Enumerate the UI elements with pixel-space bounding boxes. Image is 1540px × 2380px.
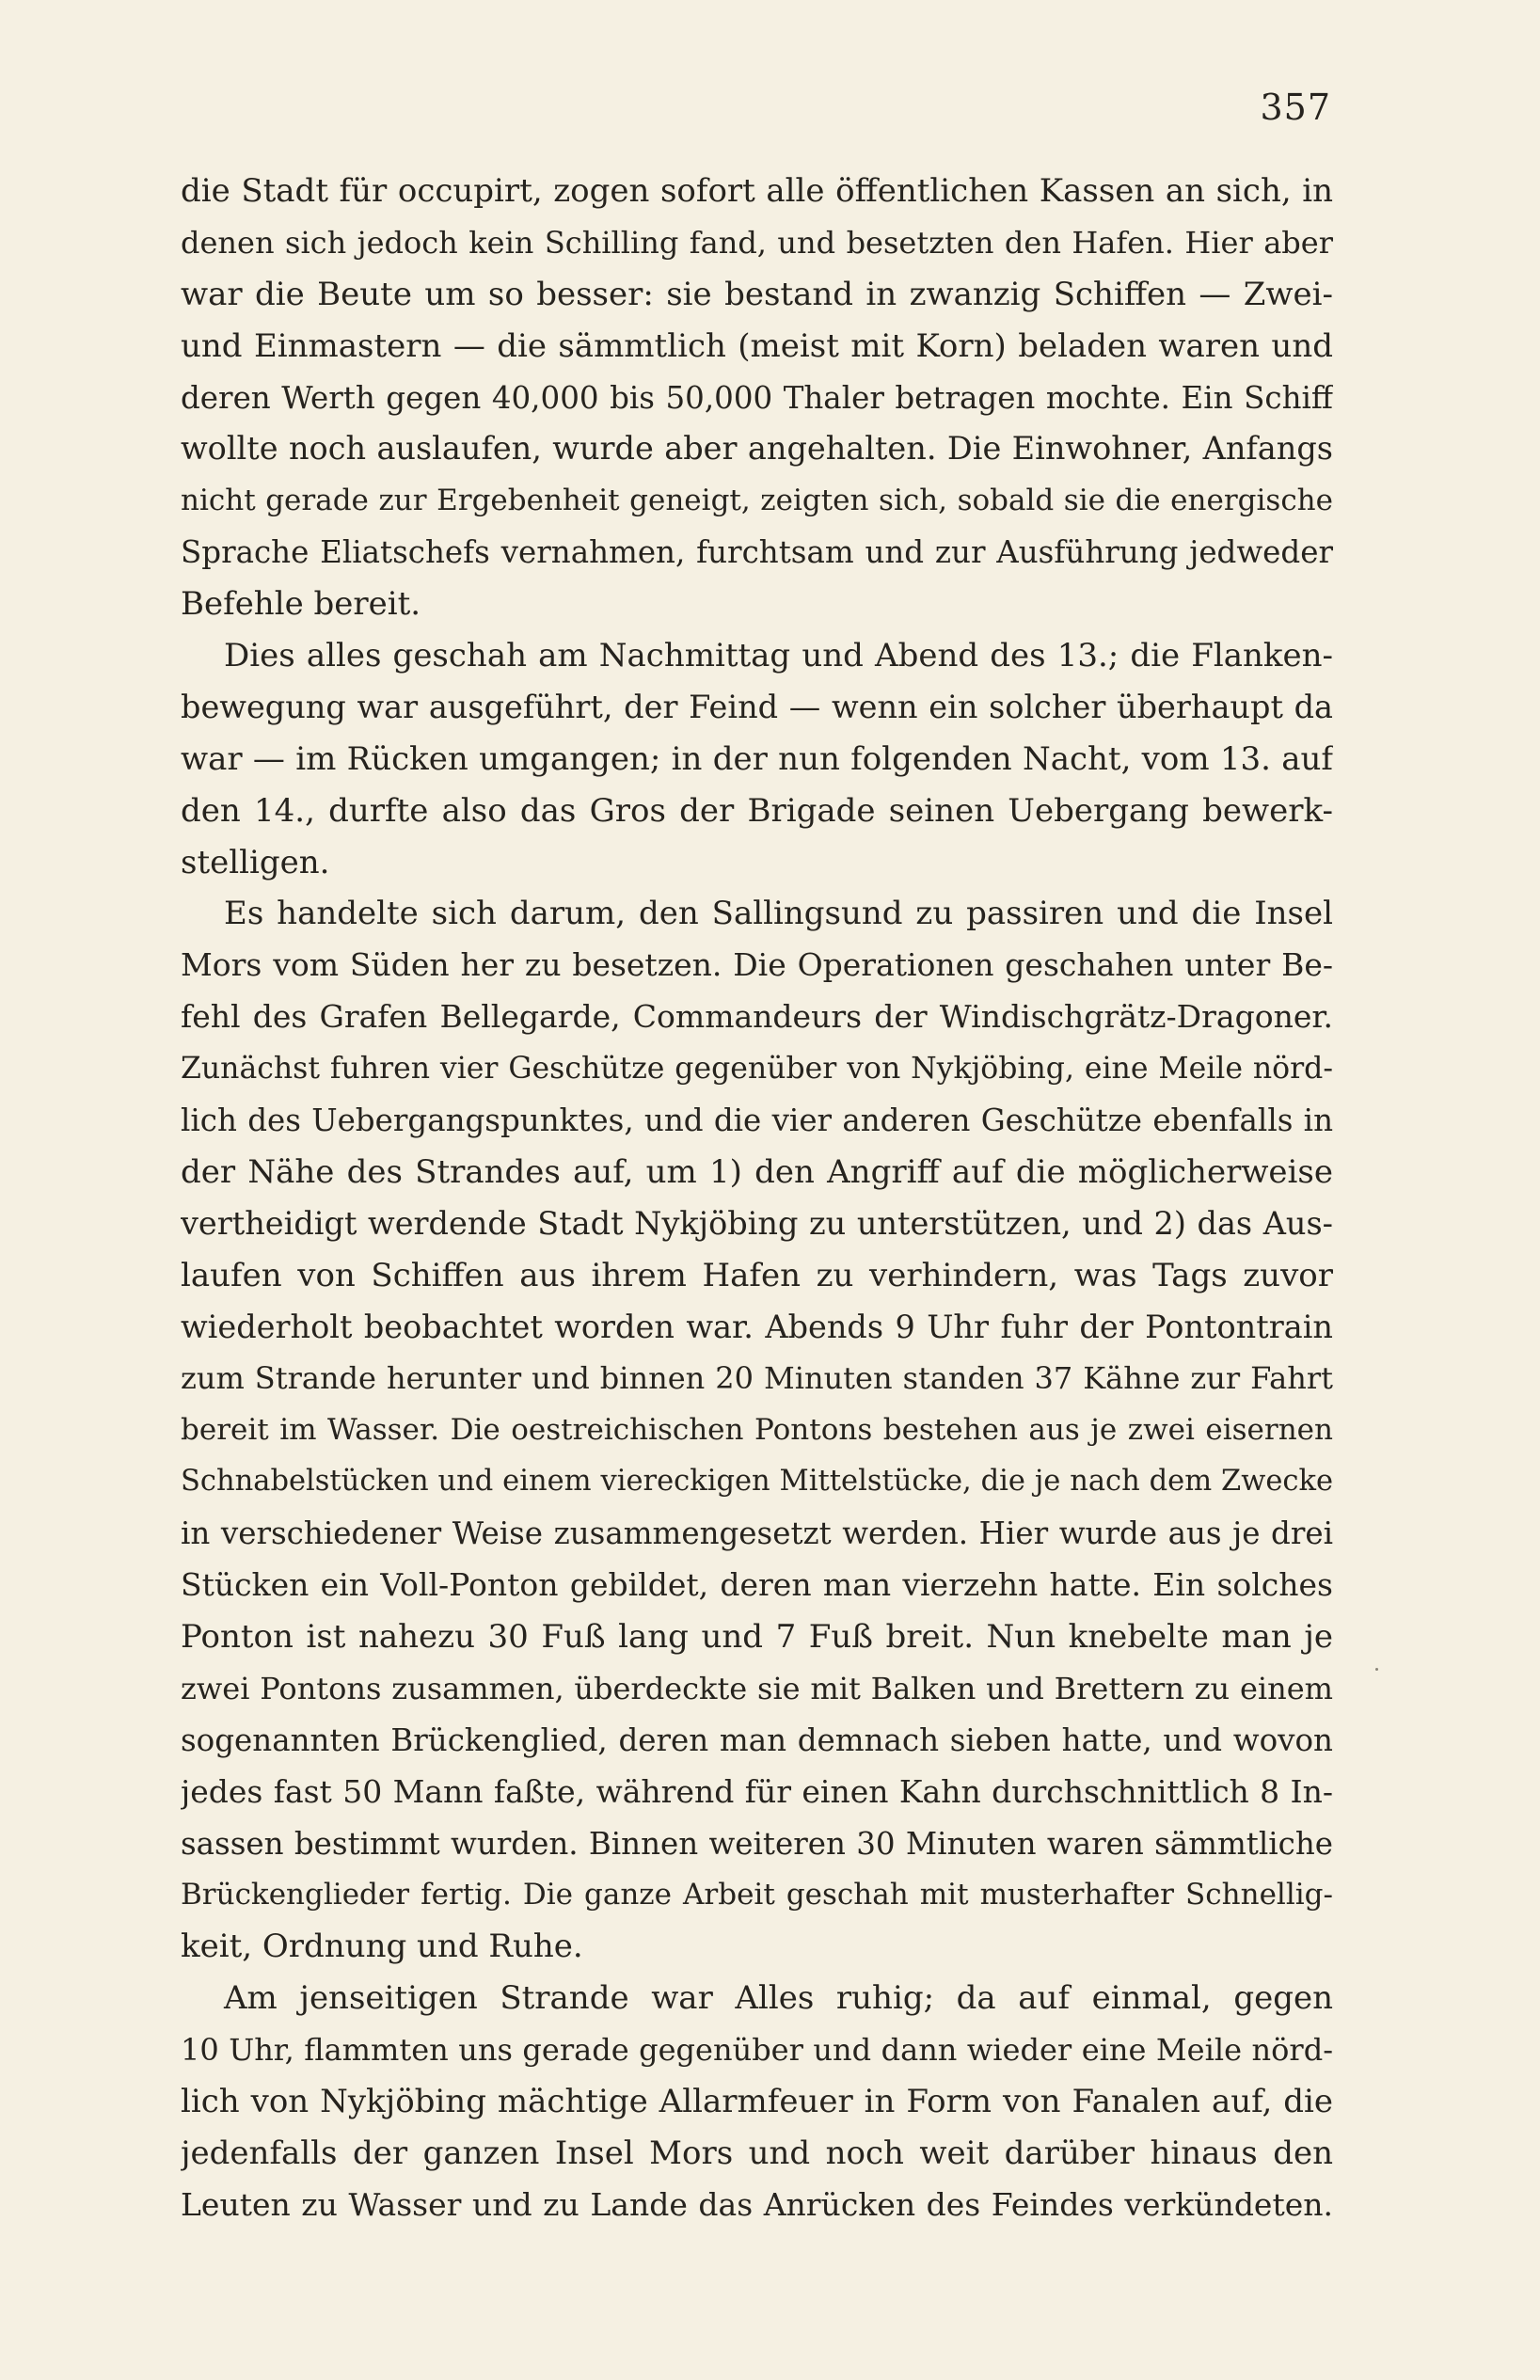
text-line: 10 Uhr, flammten uns gerade gegenüber und dann wieder eine Meile nörd-: [181, 2032, 1333, 2069]
text-line: Am jenseitigen Strande war Alles ruhig; da auf einmal, gegen: [224, 1979, 1333, 2018]
text-line: Brückenglieder fertig. Die ganze Arbeit geschah mit musterhafter Schnellig-: [181, 1878, 1333, 1912]
text-line: Sprache Eliatschefs vernahmen, furchtsam und zur Ausführung jedweder: [181, 534, 1333, 571]
text-line: lich des Uebergangspunktes, und die vier anderen Geschütze ebenfalls in: [181, 1103, 1333, 1139]
text-line: jedes fast 50 Mann faßte, während für einen Kahn durchschnittlich 8 In-: [181, 1772, 1333, 1810]
text-line: vertheidigt werdende Stadt Nykjöbing zu unterstützen, und 2) das Aus-: [181, 1204, 1333, 1242]
text-line: Stücken ein Voll-Ponton gebildet, deren man vierzehn hatte. Ein solches: [181, 1566, 1333, 1604]
text-line: zum Strande herunter und binnen 20 Minuten standen 37 Kähne zur Fahrt: [181, 1360, 1333, 1397]
text-line: war — im Rücken umgangen; in der nun folgenden Nacht, vom 13. auf: [181, 739, 1333, 778]
text-line: Befehle bereit.: [181, 585, 421, 624]
text-line: Ponton ist nahezu 30 Fuß lang und 7 Fuß breit. Nun knebelte man je: [181, 1617, 1333, 1656]
text-line: bewegung war ausgeführt, der Feind — wenn ein solcher überhaupt da: [181, 688, 1333, 725]
text-line: und Einmastern — die sämmtlich (meist mit Korn) beladen waren und: [181, 326, 1333, 365]
text-line: bereit im Wasser. Die oestreichischen Pontons bestehen aus je zwei eisernen: [181, 1413, 1333, 1448]
text-line: nicht gerade zur Ergebenheit geneigt, zeigten sich, sobald sie die energische: [181, 484, 1333, 518]
text-line: zwei Pontons zusammen, überdeckte sie mit Balken und Brettern zu einem: [181, 1670, 1333, 1706]
page-number: 357: [1260, 87, 1331, 128]
text-line: Leuten zu Wasser und zu Lande das Anrücken des Feindes verkündeten.: [181, 2185, 1333, 2223]
text-line: sassen bestimmt wurden. Binnen weiteren 30 Minuten waren sämmtliche: [181, 1825, 1333, 1862]
text-line: Schnabelstücken und einem viereckigen Mittelstücke, die je nach dem Zwecke: [181, 1465, 1333, 1499]
text-line: in verschiedener Weise zusammengesetzt werden. Hier wurde aus je drei: [181, 1515, 1333, 1552]
text-line: jedenfalls der ganzen Insel Mors und noch weit darüber hinaus den: [181, 2134, 1333, 2172]
text-line: der Nähe des Strandes auf, um 1) den Angriff auf die möglicherweise: [181, 1152, 1333, 1191]
text-line: stelligen.: [181, 843, 330, 881]
text-line: wollte noch auslaufen, wurde aber angehalten. Die Einwohner, Anfangs: [181, 430, 1333, 468]
paper-speck: [1375, 1668, 1378, 1671]
text-line: Mors vom Süden her zu besetzen. Die Operationen geschahen unter Be-: [181, 946, 1333, 984]
text-line: wiederholt beobachtet worden war. Abends 9 Uhr fuhr der Pontontrain: [181, 1308, 1333, 1345]
body-text: [181, 166, 1333, 2231]
text-line: den 14., durfte also das Gros der Brigade seinen Uebergang bewerk-: [181, 791, 1333, 830]
text-line: deren Werth gegen 40,000 bis 50,000 Thaler betragen mochte. Ein Schiff: [181, 379, 1333, 416]
text-line: lich von Nykjöbing mächtige Allarmfeuer in Form von Fanalen auf, die: [181, 2082, 1333, 2120]
text-line: Es handelte sich darum, den Sallingsund zu passiren und die Insel: [224, 895, 1333, 933]
text-line: denen sich jedoch kein Schilling fand, und besetzten den Hafen. Hier aber: [181, 224, 1333, 261]
text-line: fehl des Grafen Bellegarde, Commandeurs der Windischgrätz-Dragoner.: [181, 998, 1333, 1036]
text-line: keit, Ordnung und Ruhe.: [181, 1928, 583, 1966]
text-line: Zunächst fuhren vier Geschütze gegenüber von Nykjöbing, eine Meile nörd-: [181, 1052, 1333, 1087]
text-line: die Stadt für occupirt, zogen sofort alle öffentlichen Kassen an sich, in: [181, 172, 1333, 210]
text-line: sogenannten Brückenglied, deren man demnach sieben hatte, und wovon: [181, 1722, 1333, 1758]
text-line: war die Beute um so besser: sie bestand in zwanzig Schiffen — Zwei-: [181, 275, 1333, 313]
text-line: laufen von Schiffen aus ihrem Hafen zu verhindern, was Tags zuvor: [181, 1256, 1333, 1294]
text-line: Dies alles geschah am Nachmittag und Abend des 13.; die Flanken-: [224, 637, 1333, 675]
